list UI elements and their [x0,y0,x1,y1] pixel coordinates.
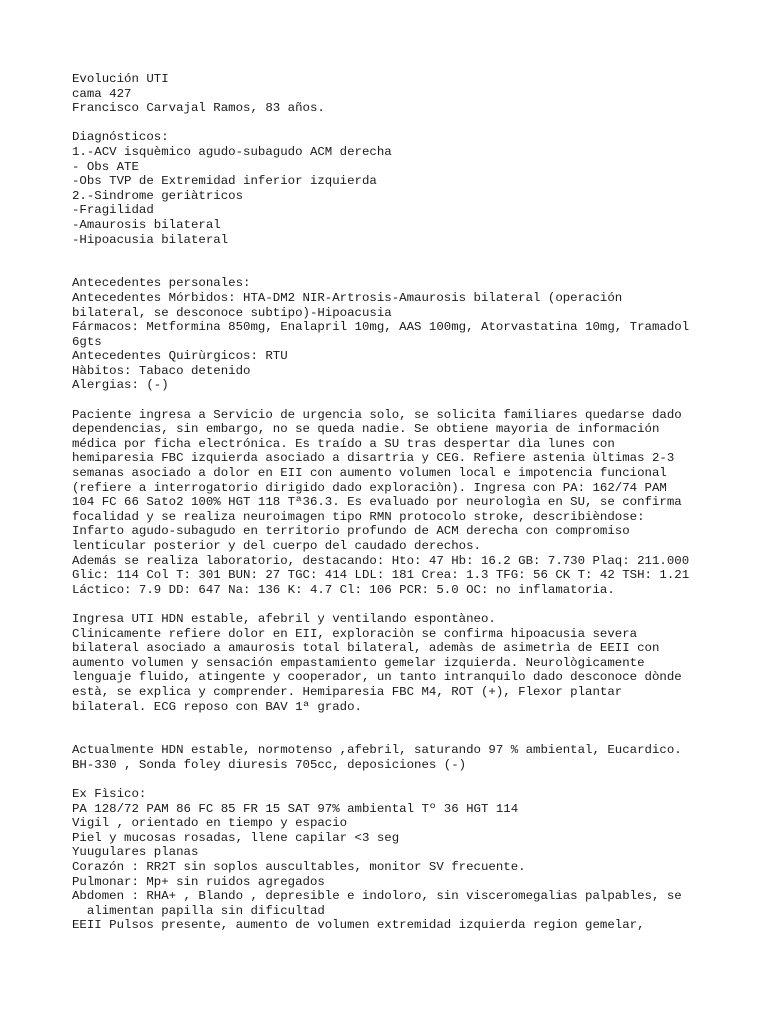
status-line: Actualmente HDN estable, normotenso ,afebril, saturando 97 % ambiental, Eucardico. [72,743,682,758]
history-heading: Antecedentes personales: [72,276,251,291]
spacer [72,116,712,131]
spacer [72,773,712,788]
exam-line: EEII Pulsos presente, aumento de volumen extremidad izquierda region gemelar, [72,918,645,933]
spacer [72,714,712,743]
spacer [72,247,712,276]
narrative-line: (refiere a interrogatorio dirigido dado exploraciòn). Ingresa con PA: 162/74 PAM [72,480,667,495]
narrative-line: està, se explica y comprender. Hemiparesia FBC M4, ROT (+), Flexor plantar [72,684,623,699]
clinical-note [72,72,712,933]
diagnosis-line: - Obs ATE [72,159,139,174]
exam-line: Pulmonar: Mp+ sin ruidos agregados [72,874,325,889]
narrative-line: Paciente ingresa a Servicio de urgencia solo, se solicita familiares quedarse dado [72,407,682,422]
history-line: 6gts [72,334,102,349]
narrative-line: hemiparesia FBC izquierda asociado a disartria y CEG. Refiere astenia ùltimas 2-3 [72,451,675,466]
lab-line: Además se realiza laboratorio, destacando: Hto: 47 Hb: 16.2 GB: 7.730 Plaq: 211.000 [72,553,690,568]
history-line: Antecedentes Quirùrgicos: RTU [72,349,288,364]
note-title: Evolución UTI [72,72,169,86]
narrative-line: bilateral asociado a amaurosis total bilateral, ademàs de asimetrìa de EEII con [72,641,660,656]
lab-line: Glic: 114 Col T: 301 BUN: 27 TGC: 414 LDL: 181 Crea: 1.3 TFG: 56 CK T: 42 TSH: 1.21 [72,568,690,583]
bed-number: cama 427 [72,86,132,101]
diagnoses-section [72,130,712,247]
patient-name-age: Francisco Carvajal Ramos, 83 años. [72,101,325,116]
spacer [72,393,712,408]
narrative-line: Ingresa UTI HDN estable, afebril y ventilando espontàneo. [72,611,496,626]
exam-line: Yuugulares planas [72,845,199,860]
exam-line: Vigil , orientado en tiempo y espacio [72,816,348,831]
narrative-line: dependencias, sin embargo, no se queda nadie. Se obtiene mayoria de información [72,422,660,437]
narrative-line: Infarto agudo-subagudo en territorio profundo de ACM derecha con compromiso [72,524,630,539]
diagnosis-line: -Hipoacusia bilateral [72,232,229,247]
history-line: Alergias: (-) [72,378,169,393]
history-line: Fármacos: Metformina 850mg, Enalapril 10mg, AAS 100mg, Atorvastatina 10mg, Tramadol [72,320,690,335]
physical-exam-heading: Ex Fìsico: [72,787,147,802]
diagnosis-line: 1.-ACV isquèmico agudo-subagudo ACM derecha [72,144,392,159]
narrative-line: aumento volumen y sensación empastamiento gemelar izquierda. Neurològicamente [72,655,645,670]
exam-line: Abdomen : RHA+ , Blando , depresible e indoloro, sin visceromegalias palpables, se [72,889,682,904]
current-status-section [72,743,712,772]
spacer [72,597,712,612]
diagnosis-line: 2.-Sindrome geriàtricos [72,188,244,203]
icu-admission-section [72,612,712,714]
present-illness-section [72,408,712,598]
narrative-line: focalidad y se realiza neuroimagen tipo RMN protocolo stroke, describièndose: [72,509,645,524]
diagnosis-line: -Fragilidad [72,203,154,218]
vitals-line: PA 128/72 PAM 86 FC 85 FR 15 SAT 97% ambiental Tº 36 HGT 114 [72,801,519,816]
exam-line: Piel y mucosas rosadas, llene capilar <3 seg [72,830,400,845]
narrative-line: Clinicamente refiere dolor en EII, exploraciòn se confirma hipoacusia severa [72,626,638,641]
narrative-line: médica por ficha electrónica. Es traído a SU tras despertar dìa lunes con [72,436,615,451]
physical-exam-section [72,787,712,933]
history-section [72,276,712,393]
narrative-line: lenguaje fluido, atingente y cooperador, un tanto intranquilo dado desconoce dònde [72,670,682,685]
history-line: bilateral, se desconoce subtipo)-Hipoacusia [72,305,392,320]
exam-line: Corazón : RR2T sin soplos auscultables, monitor SV frecuente. [72,860,526,875]
narrative-line: 104 FC 66 Sato2 100% HGT 118 Tª36.3. Es evaluado por neurologìa en SU, se confirma [72,495,682,510]
narrative-line: lenticular posterior y del cuerpo del caudado derechos. [72,539,481,553]
note-header [72,72,712,116]
history-line: Antecedentes Mórbidos: HTA-DM2 NIR-Artrosis-Amaurosis bilateral (operación [72,290,623,305]
lab-line: Láctico: 7.9 DD: 647 Na: 136 K: 4.7 Cl: 106 PCR: 5.0 OC: no inflamatoria. [72,582,615,597]
narrative-line: semanas asociado a dolor en EII con aumento volumen local e impotencia funcional [72,466,667,481]
diagnosis-line: -Obs TVP de Extremidad inferior izquierda [72,174,377,189]
exam-line: alimentan papilla sin dificultad [72,903,325,918]
diagnoses-heading: Diagnósticos: [72,130,169,145]
diagnosis-line: -Amaurosis bilateral [72,217,221,232]
history-line: Hàbitos: Tabaco detenido [72,363,251,378]
narrative-line: bilateral. ECG reposo con BAV 1ª grado. [72,699,362,714]
status-line: BH-330 , Sonda foley diuresis 705cc, deposiciones (-) [72,757,467,772]
